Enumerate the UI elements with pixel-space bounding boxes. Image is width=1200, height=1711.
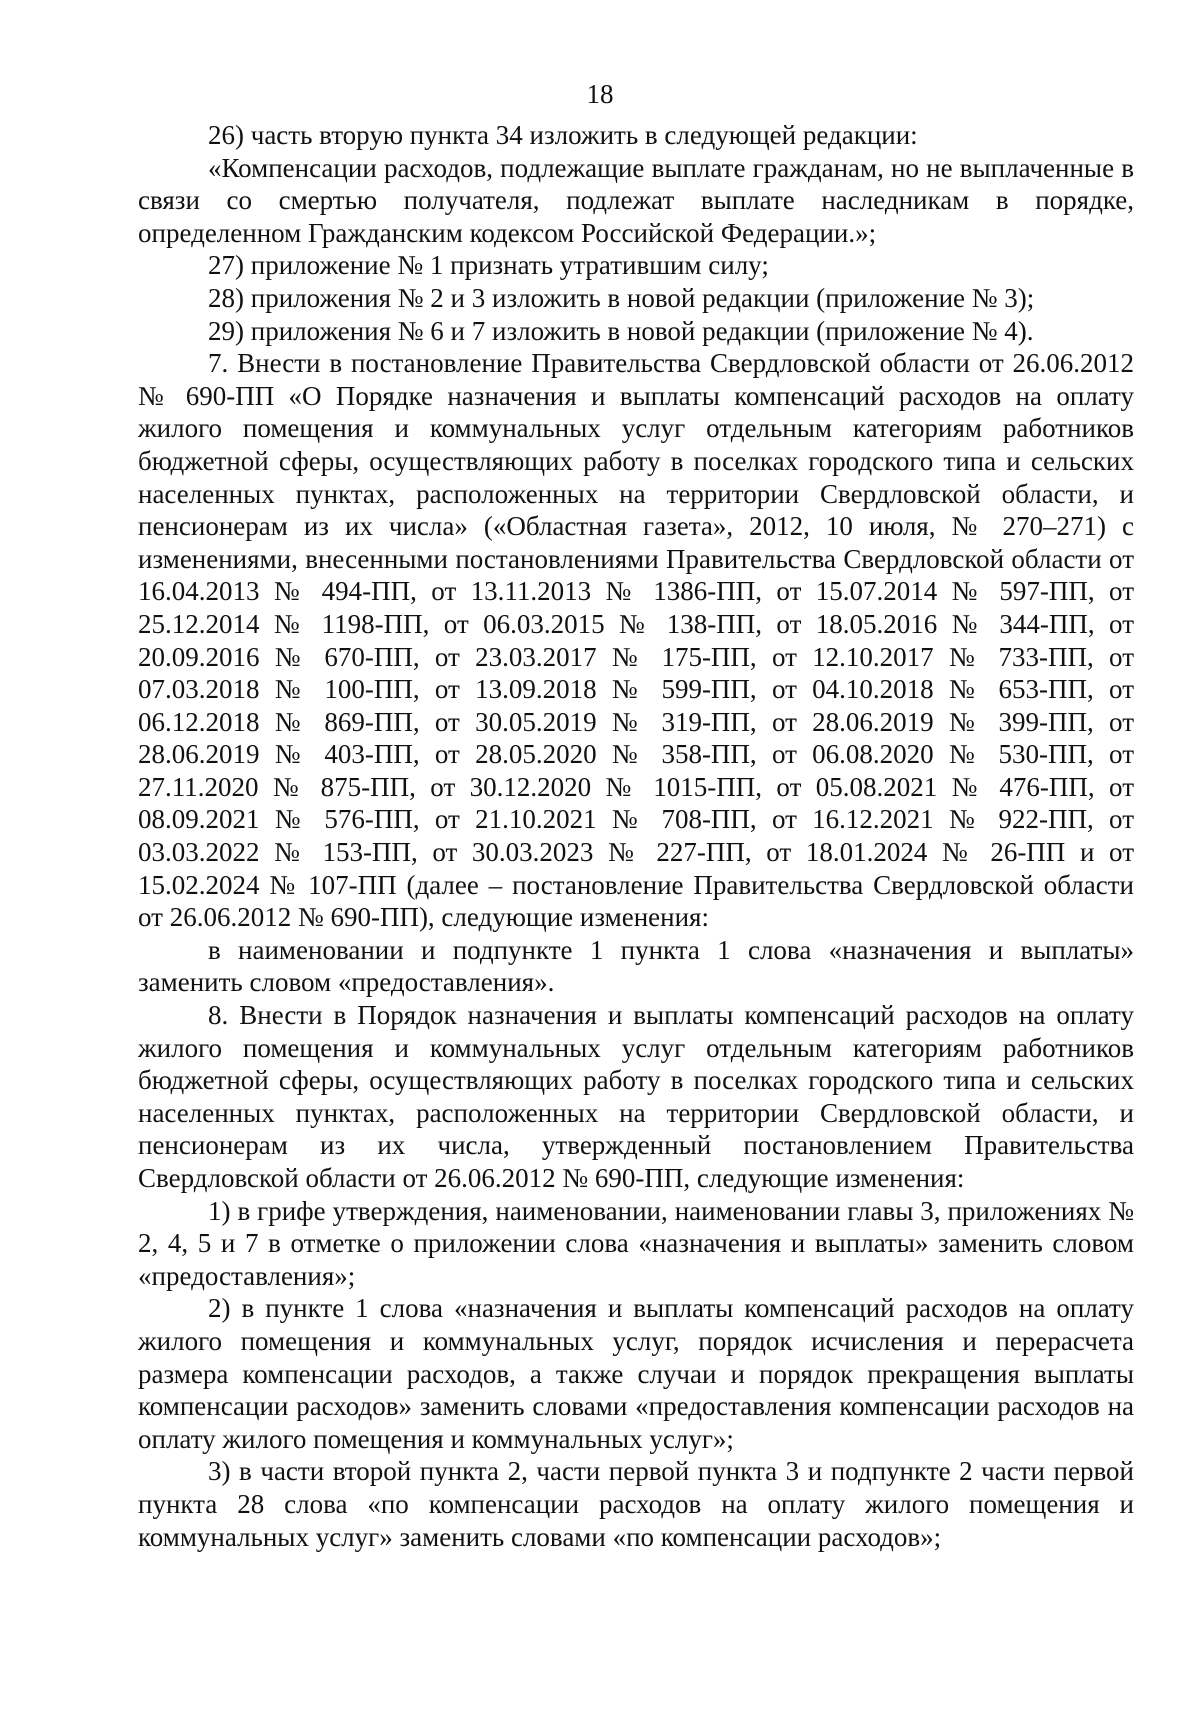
paragraph-section-7: 7. Внести в постановление Правительства Свердловской области от 26.06.2012 № 690-ПП «О Порядке назначения и выплаты компенсаций расходов на оплату жилого помещения и коммунальных услуг отдельным категориям работников бюджетной сферы, осуществляющих работу в поселках городского типа и сельских населенных пунктах, расположенных на территории Свердловской области, и пенсионерам из их числа» («Областная газета», 2012, 10 июля, № 270–271) с изменениями, внесенными постановлениями Правительства Свердловской области от 16.04.2013 № 494-ПП, от 13.11.2013 № 1386-ПП, от 15.07.2014 № 597-ПП, от 25.12.2014 № 1198-ПП, от 06.03.2015 № 138-ПП, от 18.05.2016 № 344-ПП, от 20.09.2016 № 670-ПП, от 23.03.2017 № 175-ПП, от 12.10.2017 № 733-ПП, от 07.03.2018 № 100-ПП, от 13.09.2018 № 599-ПП, от 04.10.2018 № 653-ПП, от 06.12.2018 № 869-ПП, от 30.05.2019 № 319-ПП, от 28.06.2019 № 399-ПП, от 28.06.2019 № 403-ПП, от 28.05.2020 № 358-ПП, от 06.08.2020 № 530-ПП, от 27.11.2020 № 875-ПП, от 30.12.2020 № 1015-ПП, от 05.08.2021 № 476-ПП, от 08.09.2021 № 576-ПП, от 21.10.2021 № 708-ПП, от 16.12.2021 № 922-ПП, от 03.03.2022 № 153-ПП, от 30.03.2023 № 227-ПП, от 18.01.2024 № 26-ПП и от 15.02.2024 № 107-ПП (далее – постановление Правительства Свердловской области от 26.06.2012 № 690-ПП), следующие изменения:: [138, 348, 1134, 933]
paragraph-item-26: 26) часть вторую пункта 34 изложить в следующей редакции:: [208, 120, 918, 150]
page-number: 18: [586, 79, 614, 109]
document-body: [138, 119, 1134, 1553]
paragraph-item-28: 28) приложения № 2 и 3 изложить в новой редакции (приложение № 3);: [208, 282, 1035, 313]
paragraph-section-8-item-2: 2) в пункте 1 слова «назначения и выплаты компенсаций расходов на оплату жилого помещения и коммунальных услуг, порядок исчисления и перерасчета размера компенсации расходов, а также случаи и порядок прекращения выплаты компенсации расходов» заменить словами «предоставления компенсации расходов на оплату жилого помещения и коммунальных услуг»;: [138, 1293, 1134, 1454]
paragraph-section-7-change: в наименовании и подпункте 1 пункта 1 слова «назначения и выплаты» заменить словом «предоставления».: [138, 934, 1134, 998]
paragraph-section-8-item-1: 1) в грифе утверждения, наименовании, наименовании главы 3, приложениях № 2, 4, 5 и 7 в отметке о приложении слова «назначения и выплаты» заменить словом «предоставления»;: [138, 1195, 1134, 1291]
paragraph-item-29: 29) приложения № 6 и 7 изложить в новой редакции (приложение № 4).: [208, 315, 1034, 346]
paragraph-quote-compensation: «Компенсации расходов, подлежащие выплате гражданам, но не выплаченные в связи со смертью получателя, подлежат выплате наследникам в порядке, определенном Гражданским кодексом Российской Федерации.»;: [138, 152, 1134, 248]
paragraph-section-8: 8. Внести в Порядок назначения и выплаты компенсаций расходов на оплату жилого помещения и коммунальных услуг отдельным категориям работников бюджетной сферы, осуществляющих работу в поселках городского типа и сельских населенных пунктах, расположенных на территории Свердловской области, и пенсионерам из их числа, утвержденный постановлением Правительства Свердловской области от 26.06.2012 № 690-ПП, следующие изменения:: [138, 1000, 1134, 1193]
paragraph-item-27: 27) приложение № 1 признать утратившим силу;: [208, 250, 769, 281]
paragraph-section-8-item-3: 3) в части второй пункта 2, части первой пункта 3 и подпункте 2 части первой пункта 28 слова «по компенсации расходов на оплату жилого помещения и коммунальных услуг» заменить словами «по компенсации расходов»;: [138, 1456, 1134, 1552]
